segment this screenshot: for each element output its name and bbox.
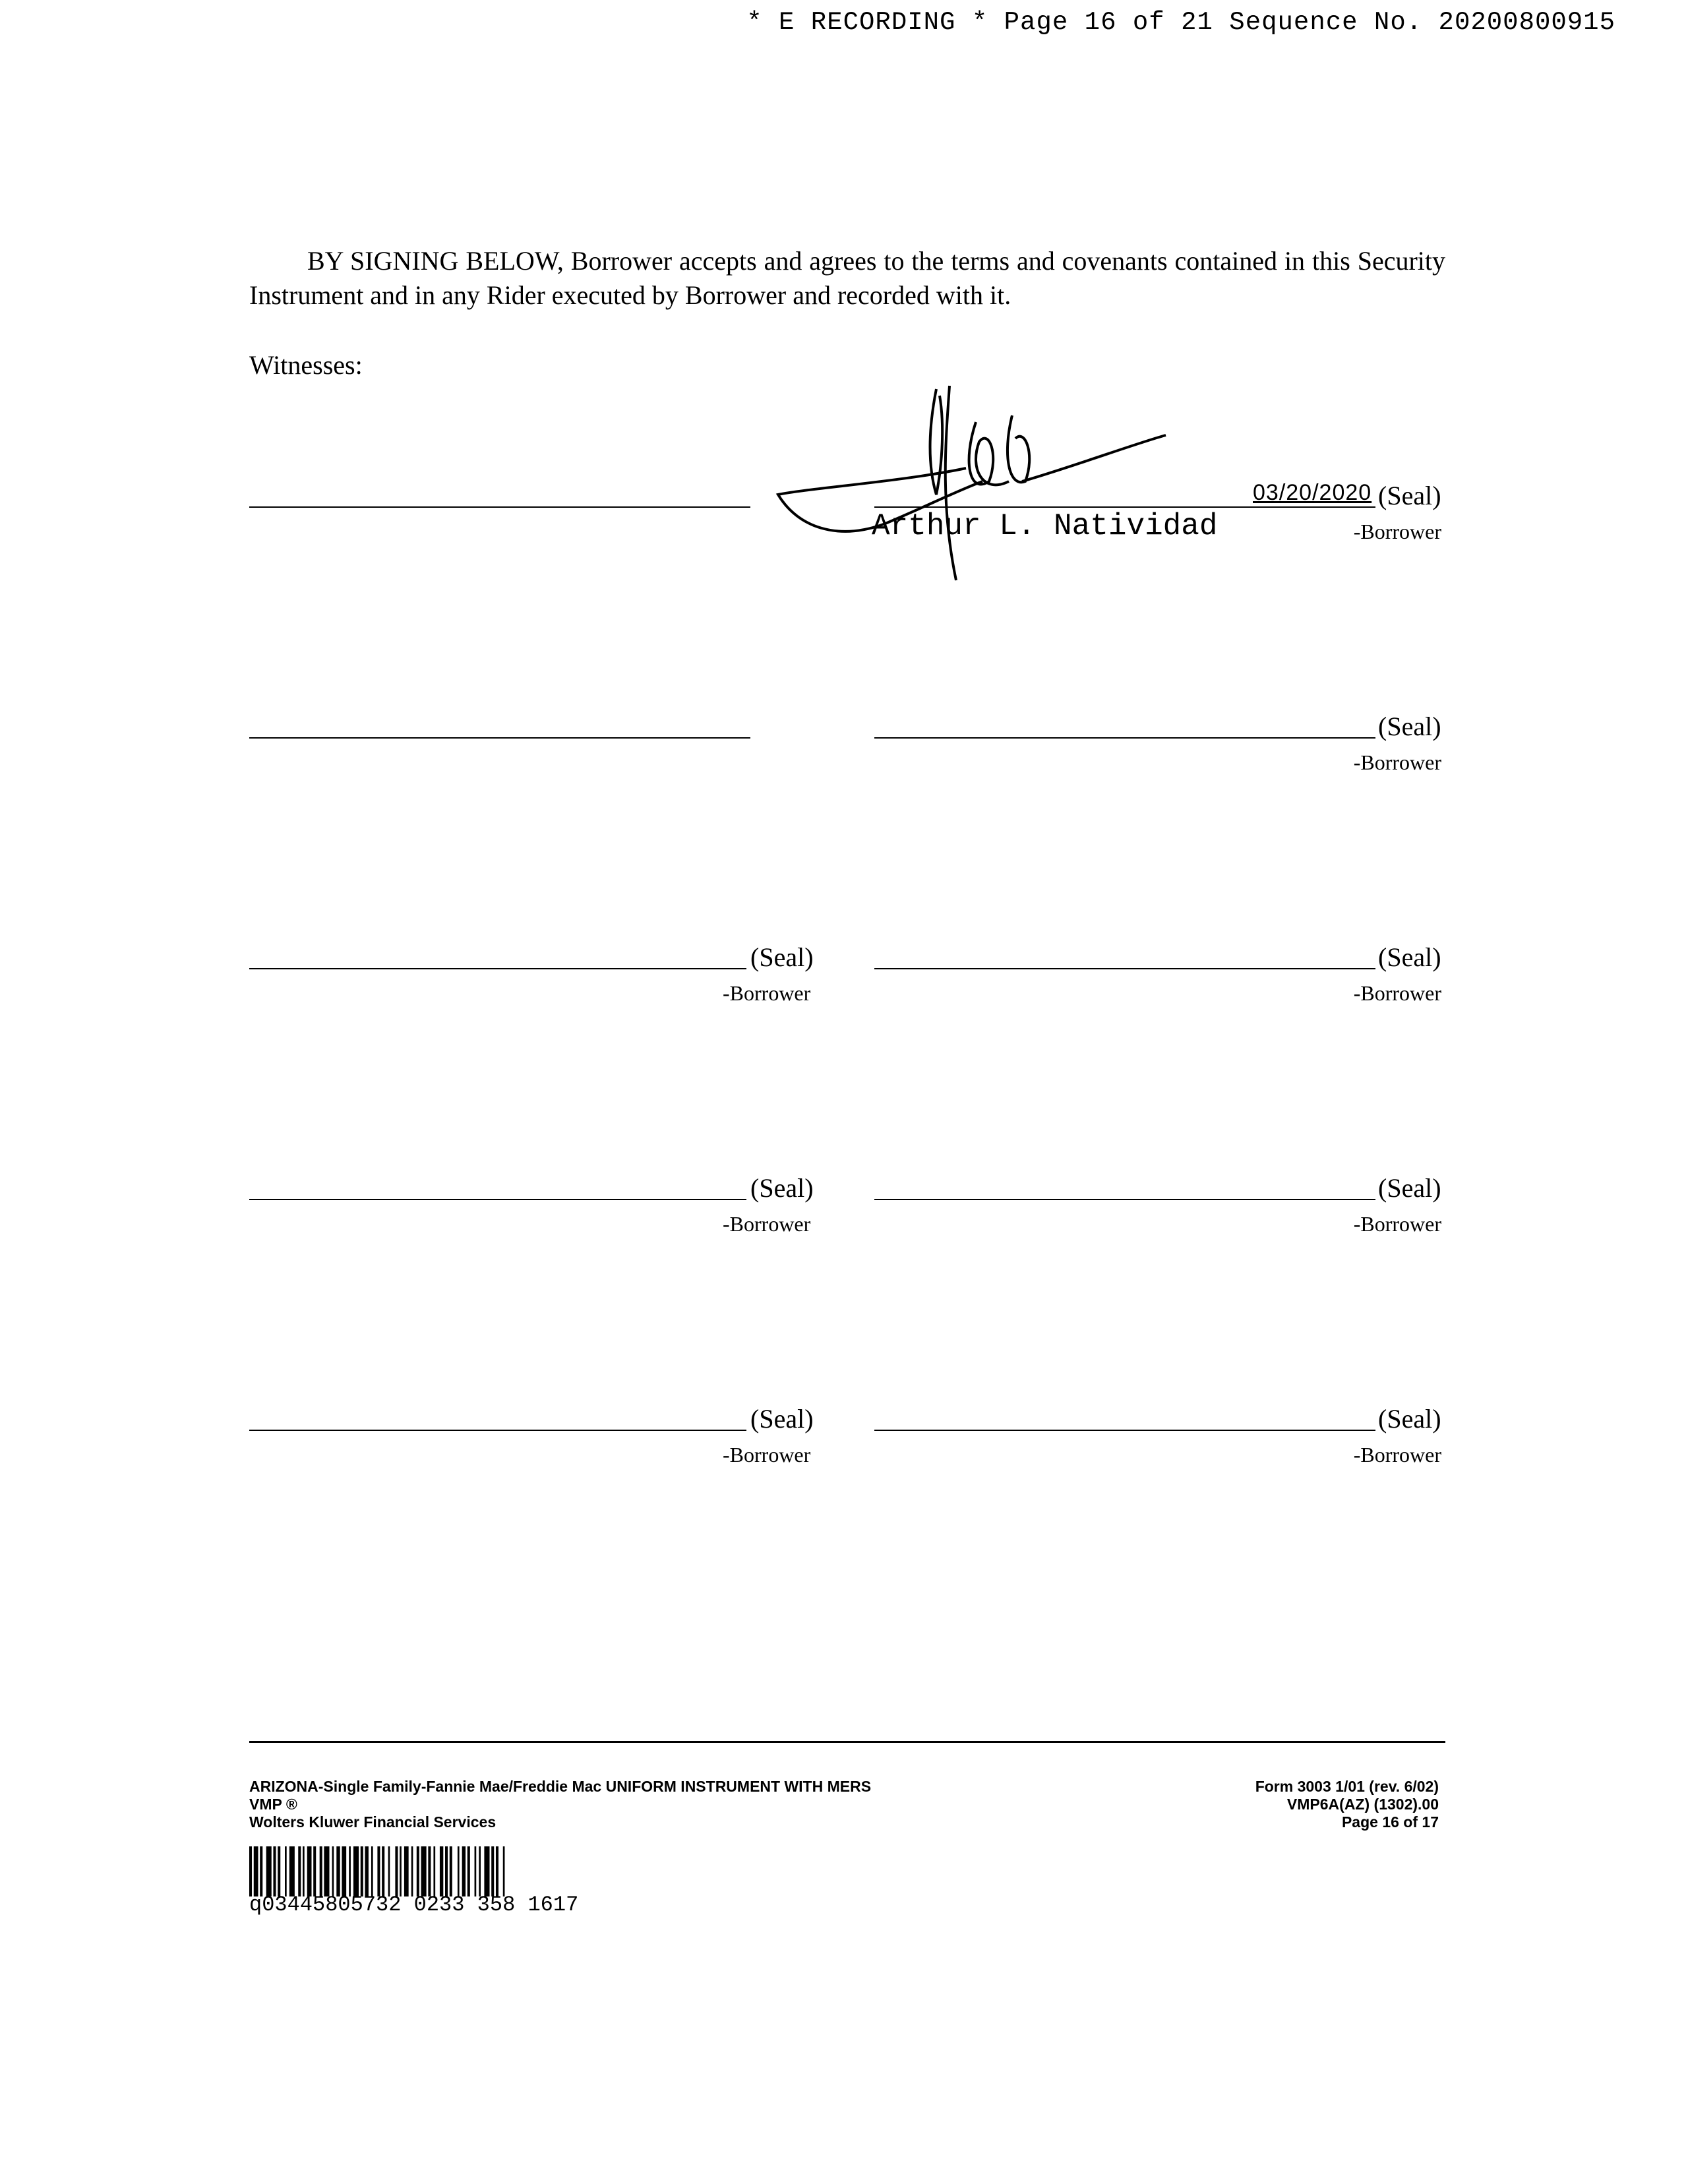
form-code: VMP6A(AZ) (1302).00 bbox=[1286, 1796, 1439, 1813]
recording-stamp: * E RECORDING * Page 16 of 21 Sequence No. 20200800915 bbox=[746, 8, 1615, 37]
seal-label: (Seal) bbox=[750, 1404, 814, 1434]
borrower-label: -Borrower bbox=[1353, 520, 1441, 543]
barcode-bar bbox=[371, 1846, 373, 1896]
agreement-text: BY SIGNING BELOW, Borrower accepts and agrees to the terms and covenants contained in this Security Instrument and in any Rider executed by Borrower and recorded with it. bbox=[249, 246, 1445, 310]
barcode-bar bbox=[404, 1846, 409, 1896]
borrower-signature-line-3 bbox=[249, 968, 746, 969]
barcode-bar bbox=[349, 1846, 351, 1896]
seal-label: (Seal) bbox=[1378, 481, 1441, 510]
seal-label: (Seal) bbox=[750, 942, 814, 972]
barcode-bar bbox=[428, 1846, 431, 1896]
borrower-signature-line-6 bbox=[874, 1199, 1375, 1200]
barcode-bar bbox=[433, 1846, 435, 1896]
agreement-paragraph bbox=[249, 244, 1445, 313]
form-publisher: Wolters Kluwer Financial Services bbox=[249, 1813, 497, 1831]
barcode-bar bbox=[342, 1846, 346, 1896]
form-page-number: Page 16 of 17 bbox=[1341, 1813, 1439, 1831]
borrower-label: -Borrower bbox=[723, 981, 811, 1005]
barcode-bar bbox=[417, 1846, 419, 1896]
witness-line-1 bbox=[249, 506, 750, 508]
barcode-bar bbox=[266, 1846, 272, 1896]
seal-label: (Seal) bbox=[1378, 1173, 1441, 1203]
barcode-bar bbox=[307, 1846, 312, 1896]
barcode-bar bbox=[320, 1846, 322, 1896]
barcode-bar bbox=[395, 1846, 398, 1896]
barcode-bar bbox=[361, 1846, 363, 1896]
borrower-label: -Borrower bbox=[1353, 1443, 1441, 1467]
barcode-bar bbox=[353, 1846, 359, 1896]
borrower-signature-line-5 bbox=[249, 1199, 746, 1200]
barcode-bar bbox=[496, 1846, 498, 1896]
borrower-label: -Borrower bbox=[723, 1443, 811, 1467]
barcode-bar bbox=[400, 1846, 402, 1896]
barcode-bar bbox=[377, 1846, 380, 1896]
barcode-bar bbox=[260, 1846, 262, 1896]
witness-line-2 bbox=[249, 737, 750, 739]
barcode-bar bbox=[285, 1846, 287, 1896]
barcode-bar bbox=[484, 1846, 489, 1896]
barcode-bar bbox=[273, 1846, 276, 1896]
barcode-bar bbox=[491, 1846, 494, 1896]
seal-label: (Seal) bbox=[1378, 712, 1441, 741]
borrower-signature-line-4 bbox=[874, 968, 1375, 969]
barcode-bar bbox=[440, 1846, 443, 1896]
barcode-bar bbox=[411, 1846, 413, 1896]
borrower-signature-line-7 bbox=[249, 1430, 746, 1431]
barcode-bar bbox=[382, 1846, 384, 1896]
barcode-bar bbox=[324, 1846, 329, 1896]
barcode-bar bbox=[365, 1846, 369, 1896]
barcode-bar bbox=[303, 1846, 305, 1896]
barcode bbox=[249, 1846, 713, 1896]
barcode-bar bbox=[467, 1846, 470, 1896]
barcode-bar bbox=[298, 1846, 301, 1896]
form-title: ARIZONA-Single Family-Fannie Mae/Freddie Mac UNIFORM INSTRUMENT WITH MERS bbox=[249, 1778, 872, 1795]
borrower-label: -Borrower bbox=[1353, 750, 1441, 774]
barcode-bar bbox=[332, 1846, 334, 1896]
seal-label: (Seal) bbox=[750, 1173, 814, 1203]
form-identifiers bbox=[1255, 1778, 1439, 1831]
barcode-text: q03445805732 0233 358 1617 bbox=[249, 1893, 579, 1917]
signed-date: 03/20/2020 bbox=[1253, 480, 1372, 505]
witnesses-label: Witnesses: bbox=[249, 350, 363, 380]
barcode-bar bbox=[249, 1846, 252, 1896]
barcode-bar bbox=[503, 1846, 505, 1896]
barcode-bar bbox=[289, 1846, 295, 1896]
barcode-bar bbox=[313, 1846, 316, 1896]
barcode-bar bbox=[254, 1846, 258, 1896]
barcode-bar bbox=[462, 1846, 466, 1896]
borrower-signature-line-2 bbox=[874, 737, 1375, 739]
seal-label: (Seal) bbox=[1378, 942, 1441, 972]
barcode-bar bbox=[421, 1846, 427, 1896]
borrower-label: -Borrower bbox=[1353, 981, 1441, 1005]
form-vendor: VMP ® bbox=[249, 1796, 297, 1813]
barcode-bar bbox=[336, 1846, 340, 1896]
form-description bbox=[249, 1778, 871, 1831]
form-number: Form 3003 1/01 (rev. 6/02) bbox=[1255, 1778, 1439, 1795]
handwritten-signature bbox=[771, 382, 1180, 593]
seal-label: (Seal) bbox=[1378, 1404, 1441, 1434]
borrower-signature-line-8 bbox=[874, 1430, 1375, 1431]
barcode-bar bbox=[475, 1846, 477, 1896]
barcode-bar bbox=[458, 1846, 460, 1896]
barcode-bar bbox=[388, 1846, 390, 1896]
barcode-bar bbox=[278, 1846, 280, 1896]
signer-name: Arthur L. Natividad bbox=[872, 509, 1218, 543]
barcode-bar bbox=[450, 1846, 452, 1896]
footer-rule bbox=[249, 1741, 1445, 1743]
barcode-bar bbox=[445, 1846, 448, 1896]
borrower-label: -Borrower bbox=[723, 1212, 811, 1236]
borrower-label: -Borrower bbox=[1353, 1212, 1441, 1236]
barcode-bar bbox=[479, 1846, 481, 1896]
